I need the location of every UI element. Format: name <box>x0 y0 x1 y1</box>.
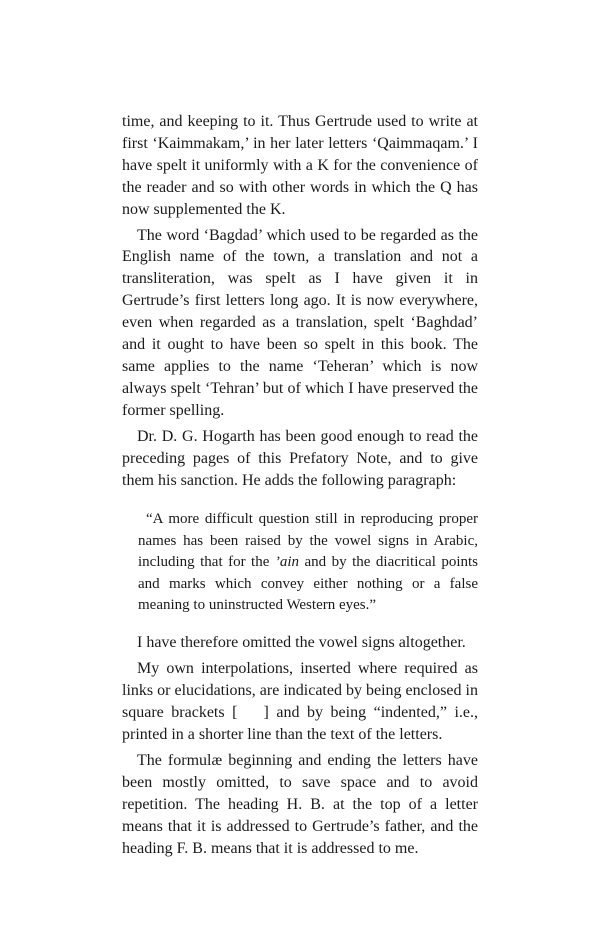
block-quote-hogarth <box>138 509 478 616</box>
quote-italic-ain: ’ain <box>274 554 300 571</box>
quote-text-end: and by the diacritical points and marks which convey either nothing or a false meaning to uninstructed Western eyes.” <box>138 554 479 614</box>
paragraph-spelling-kaimmakam: time, and keeping to it. Thus Gertrude used to write at first ‘Kaimmakam,’ in her later letters ‘Qaimmaqam.’ I have spelt it uniformly with a K for the convenience of the reader and so with other words in which the Q has now supplemented the K. <box>122 113 478 218</box>
page-body <box>122 111 478 860</box>
paragraph-vowel-signs: I have therefore omitted the vowel signs altogether. <box>137 634 466 652</box>
paragraph-formulae: The formulæ beginning and ending the letters have been mostly omitted, to save space and to avoid repetition. The heading H. B. at the top of a letter means that it is addressed to Gertrude’s father, and the heading F. B. means that it is addressed to me. <box>122 751 478 857</box>
quote-text-start: “A more difficult question still in reproducing proper names has been raised by the vowel signs in Arabic, including that for the <box>138 511 478 571</box>
interpolations-text-start: My own interpolations, inserted where required as links or elucidations, are indicated by being enclosed in square brackets [ <box>122 660 478 722</box>
interpolations-text-end: ] and by being “indented,” i.e., printed in a shorter line than the text of the letters. <box>122 704 479 744</box>
paragraph-hogarth-sanction: Dr. D. G. Hogarth has been good enough to read the preceding pages of this Prefatory Note, and to give them his sanction. He adds the following paragraph: <box>122 427 478 489</box>
paragraph-interpolations <box>122 658 478 746</box>
paragraph-spelling-baghdad: The word ‘Bagdad’ which used to be regarded as the English name of the town, a translation and not a transliteration, was spelt as I have given it in Gertrude’s first letters long ago. It is now everywhere, even when regarded as a translation, spelt ‘Baghdad’ and it ought to have been so spelt in this book. The same applies to the name ‘Teheran’ which is now always spelt ‘Tehran’ but of which I have preserved the former spelling. <box>122 226 478 419</box>
